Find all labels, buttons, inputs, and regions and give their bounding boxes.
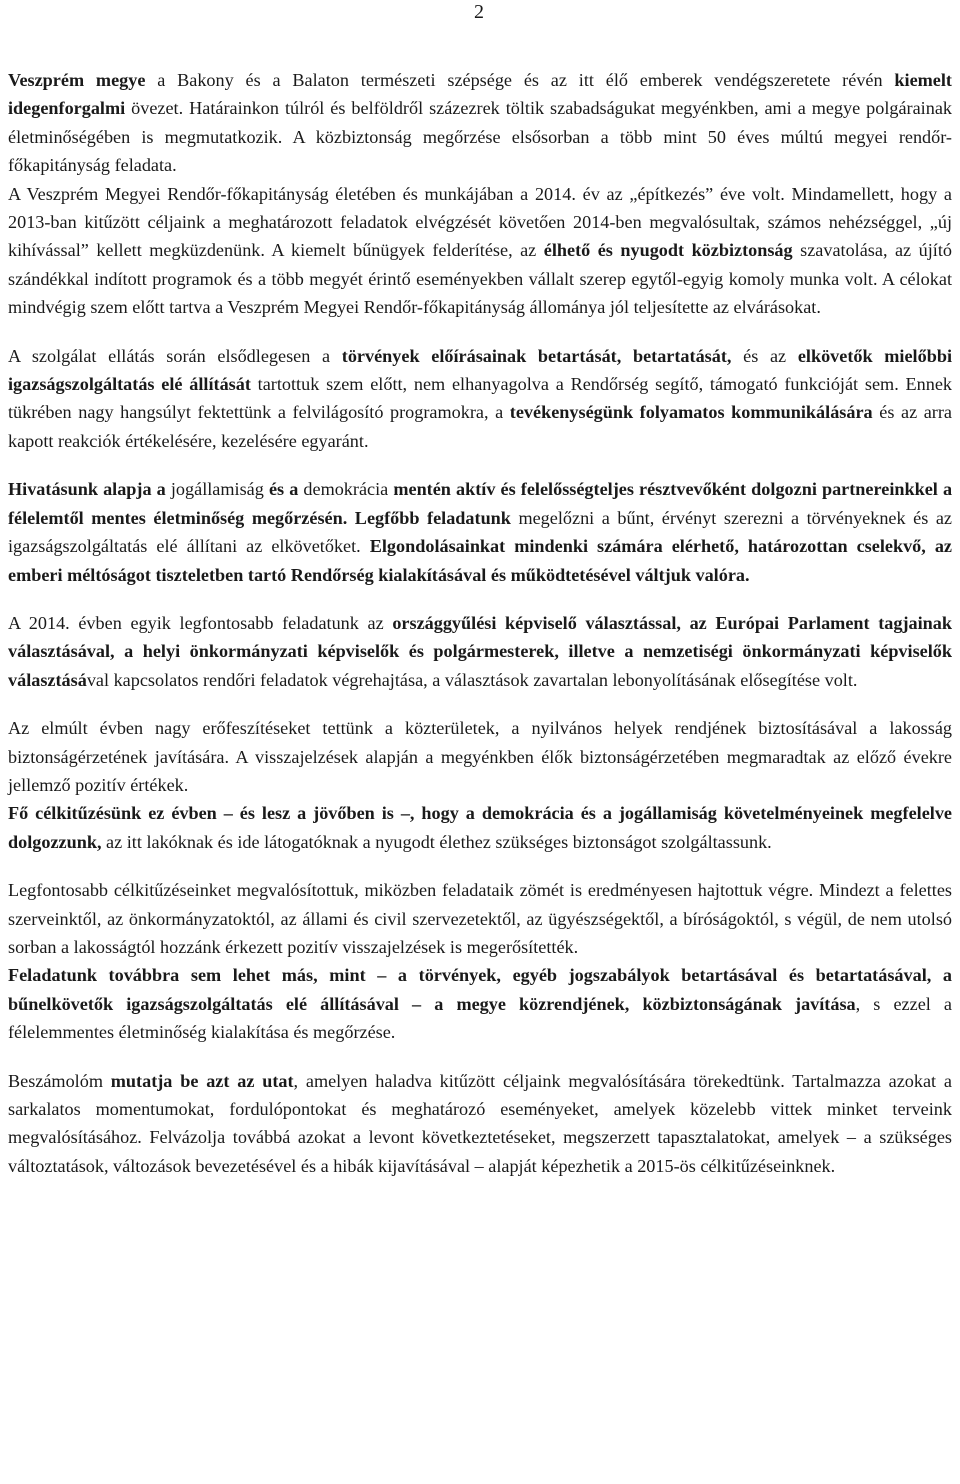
bold-text: Elgondolásainkat mindenki számára elérhető, határozottan cselekvő, az emberi méltóságot tiszteletben tartó Rendőrség kialakításával és működtetésével váltjuk valóra. <box>8 536 952 585</box>
paragraph-9 <box>8 961 952 1046</box>
text-run: az itt lakóknak és ide látogatóknak a nyugodt élethez szükséges biztonságot szolgáltassunk. <box>101 831 772 852</box>
text-run: , amelyen haladva kitűzött céljaink megvalósítására törekedtünk. Tartalmazza azokat a sarkalatos momentumokat, fordulópontokat és meghatározó eseményeket, amelyek közelebb vittek minket terveink megvalósításához. Felvázolja továbbá azokat a levont következtetéseket, megszerzett tapasztalatokat, amelyek – a szükséges változtatások, változások bevezetésével és a hibák kijavításával – alapját képezhetik a 2015-ös célkitűzéseinknek. <box>8 1070 952 1176</box>
text-run: A szolgálat ellátás során elsődlegesen a <box>8 345 342 366</box>
bold-text: élhető és nyugodt közbiztonság <box>543 240 793 261</box>
bold-text: mutatja be azt az utat <box>110 1070 294 1091</box>
text-run: szavatolása, az újító szándékkal indított programok és a több megyét érintő eseményekben vállalt szerep egytől-egyig komoly munka volt. A célokat mindvégig szem előtt tartva a Veszprém Megyei Rendőr-főkapitányság állománya jól teljesítette az elvárásokat. <box>8 240 952 318</box>
text-run: tartottuk szem előtt, nem elhanyagolva a Rendőrség segítő, támogató funkcióját sem. Ennek tükrében nagy hangsúlyt fektettünk a felvilágosító programokra, a <box>8 374 952 423</box>
paragraph-1 <box>8 66 952 180</box>
text-run: Az elmúlt évben nagy erőfeszítéseket tettünk a közterületek, a nyilvános helyek rendjének biztosításával a lakosság biztonságérzetének javítására. A visszajelzések alapján a megyénkben élők biztonságérzetében megmaradtak az előző évekre jellemző pozitív értékek. <box>8 718 952 795</box>
text-run: Legfontosabb célkitűzéseinket megvalósítottuk, miközben feladataik zömét is eredményesen hajtottuk végre. Mindezt a felettes szerveinktől, az önkormányzatoktól, az állami és civil szervezetektől, az ügyészségektől, a bíróságoktól, s végül, de nem utolsó sorban a lakosságtól hozzánk érkezett pozitív visszajelzések is megerősítették. <box>8 880 952 957</box>
paragraph-4 <box>8 475 952 589</box>
paragraph-10 <box>8 1067 952 1181</box>
document-body <box>8 66 952 1200</box>
bold-text: és a <box>268 479 299 500</box>
paragraph-5 <box>8 609 952 694</box>
paragraph-2 <box>8 180 952 322</box>
text-run: val kapcsolatos rendőri feladatok végrehajtása, a választások zavartalan lebonyolításának elősegítése volt. <box>86 669 858 690</box>
text-run: , s ezzel a félelemmentes életminőség kialakítása és megőrzése. <box>8 993 952 1043</box>
text-run: és az <box>731 345 798 366</box>
paragraph-3 <box>8 342 952 456</box>
bold-text: Veszprém megye <box>8 70 146 90</box>
bold-text: országgyűlési képviselő választással, az Európai Parlament tagjainak választásával, a helyi önkormányzati képviselők és polgármesterek, illetve a nemzetiségi önkormányzati képviselők választásá <box>8 612 952 690</box>
bold-text: Fő célkitűzésünk ez évben – és lesz a jövőben is –, hogy a demokrácia és a jogállamiság követelményeinek megfelelve dolgozzunk, <box>8 803 952 852</box>
bold-text: Hivatásunk alapja a <box>8 479 166 500</box>
text-run: demokrácia <box>298 479 394 500</box>
bold-text: törvények előírásainak betartását, betartatását, <box>341 345 732 366</box>
bold-text: elkövetők mielőbbi igazságszolgáltatás elé állítását <box>8 345 952 395</box>
text-run: jogállamiság <box>165 479 269 500</box>
text-run: és az arra kapott reakciók értékelésére, kezelésére egyaránt. <box>8 402 952 451</box>
paragraph-7 <box>8 799 952 856</box>
bold-text: kiemelt idegenforgalmi <box>8 70 952 119</box>
text-run: övezet. Határainkon túlról és belföldről százezrek töltik szabadságukat megyénkben, ami a megye polgárainak életminőségében is megmutatkozik. A közbiztonság megőrzése elsősorban a több mint 50 éves múltú megyei rendőr-főkapitányság feladata. <box>8 98 952 176</box>
text-run: A Veszprém Megyei Rendőr-főkapitányság életében és munkájában a 2014. év az „építkezés” éve volt. Mindamellett, hogy a 2013-ban kitűzött céljaink a meghatározott feladatok elvégzését követően 2014-ben megvalósultak, számos nehézséggel, „új kihívással” kellett megküzdenünk. A kiemelt bűnügyek felderítése, az <box>8 183 952 261</box>
bold-text: Feladatunk továbbra sem lehet más, mint – a törvények, egyéb jogszabályok betartásával és betartatásával, a bűnelkövetők igazságszolgáltatás elé állításával – a megye közrendjének, közbiztonságának javítása <box>8 965 952 1014</box>
text-run: Beszámolóm <box>8 1070 111 1091</box>
text-run: a Bakony és a Balaton természeti szépsége és az itt élő emberek vendégszeretete révén <box>145 70 895 90</box>
bold-text: mentén aktív és felelősségteljes résztvevőként dolgozni partnereinkkel a félelemtől mentes életminőség megőrzésén. Legfőbb feladatunk <box>8 479 953 528</box>
bold-text: tevékenységünk folyamatos kommunikálására <box>509 402 873 423</box>
paragraph-8 <box>8 876 952 961</box>
text-run: A 2014. évben egyik legfontosabb feladatunk az <box>8 612 393 633</box>
text-run: megelőzni a bűnt, érvényt szerezni a törvényeknek és az igazságszolgáltatás elé állítani az elkövetőket. <box>8 507 952 557</box>
page-number: 2 <box>474 1 484 23</box>
paragraph-6 <box>8 714 952 799</box>
